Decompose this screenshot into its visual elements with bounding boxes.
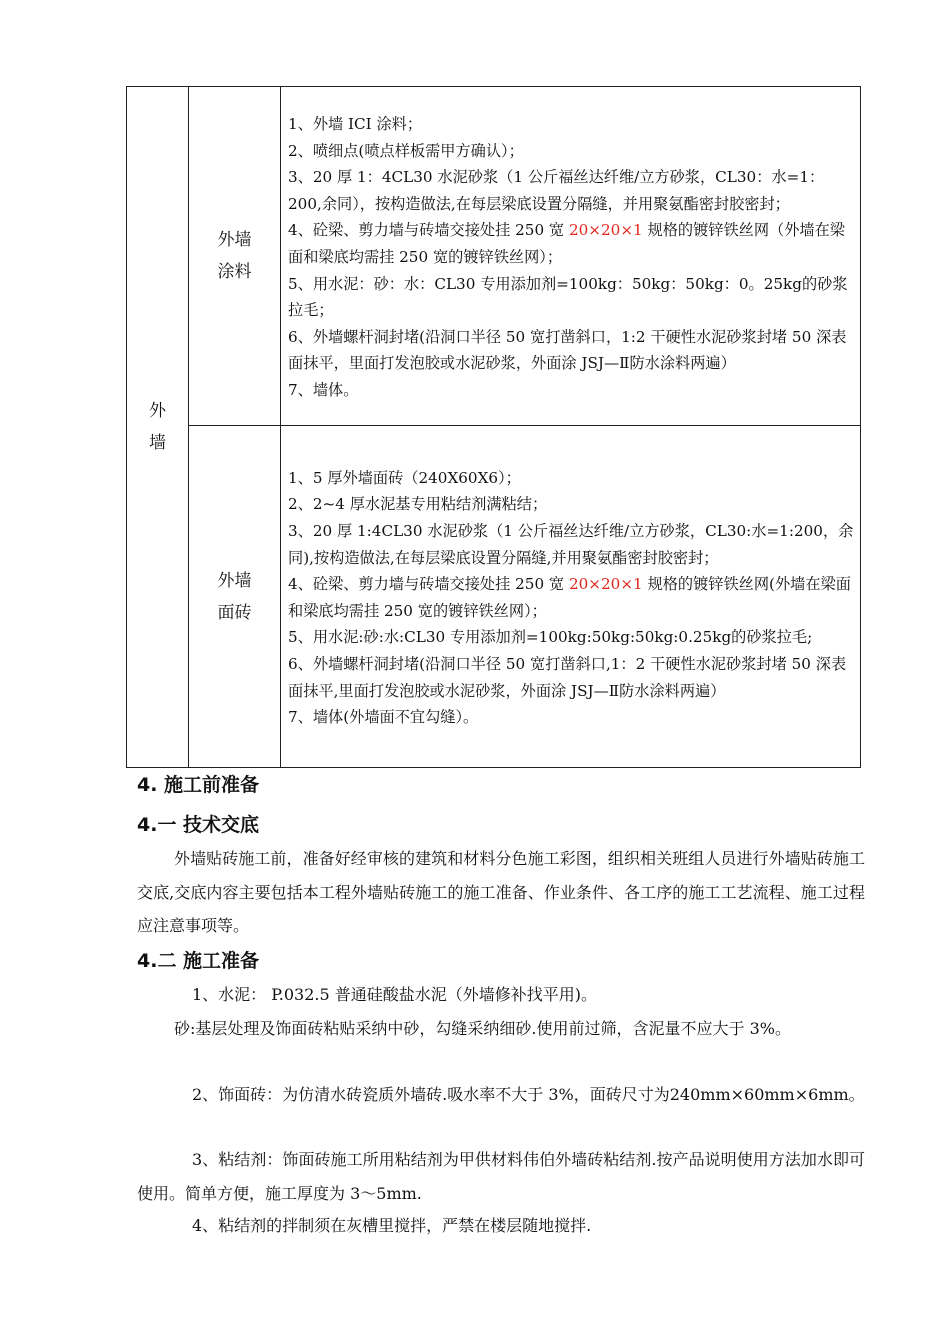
category-cell <box>127 87 189 768</box>
construction-spec-table <box>126 86 861 768</box>
paragraph: 2、饰面砖：为仿清水砖瓷质外墙砖.吸水率不大于 3%，面砖尺寸为240mm×60mm×6mm。 <box>192 1085 865 1104</box>
row-name-coating: 外墙涂料 <box>217 230 252 283</box>
list-item: 1、5 厚外墙面砖（240X60X6）； <box>288 468 521 487</box>
list-item-mesh: 4、砼梁、剪力墙与砖墙交接处挂 250 宽 20×20×1 规格的镀锌铁丝网（外墙在梁面和梁底均需挂 250 宽的镀锌铁丝网）； <box>288 221 845 266</box>
list-item: 2、喷细点(喷点样板需甲方确认）； <box>288 141 524 160</box>
row-name-tile: 外墙面砖 <box>217 570 252 623</box>
row-name-cell <box>189 87 281 426</box>
list-item-mesh: 4、砼梁、剪力墙与砖墙交接处挂 250 宽 20×20×1 规格的镀锌铁丝网(外墙在梁面和梁底均需挂 250 宽的镀锌铁丝网）； <box>288 575 851 620</box>
list-item: 7、墙体(外墙面不宜勾缝）。 <box>288 708 479 727</box>
subsection-heading: 4.一 技术交底 <box>137 814 260 836</box>
paragraph: 砂:基层处理及饰面砖粘贴采纳中砂，勾缝采纳细砂.使用前过筛，含泥量不应大于 3%。 <box>174 1019 791 1038</box>
paragraph: 外墙贴砖施工前，准备好经审核的建筑和材料分色施工彩图，组织相关班组人员进行外墙贴砖施工交底,交底内容主要包括本工程外墙贴砖施工的施工准备、作业条件、各工序的施工工艺流程、施工过程应注意事项等。 <box>137 849 865 935</box>
list-item: 6、外墙螺杆洞封堵(沿洞口半径 50 宽打凿斜口,1：2 干硬性水泥砂浆封堵 50 深表面抹平,里面打发泡胶或水泥砂浆，外面涂 JSJ—Ⅱ防水涂料两遍） <box>288 654 847 700</box>
list-item: 5、用水泥：砂：水：CL30 专用添加剂=100kg：50kg：50kg：0。25kg的砂浆拉毛； <box>288 274 848 320</box>
list-item: 3、20 厚 1：4CL30 水泥砂浆（1 公斤福丝达纤维/立方砂浆，CL30：水=1：200,余同），按构造做法,在每层梁底设置分隔缝，并用聚氨酯密封胶密封； <box>288 168 825 213</box>
mesh-spec-highlight: 20×20×1 <box>568 575 643 594</box>
subsection-heading: 4.二 施工准备 <box>137 950 260 972</box>
list-item: 3、20 厚 1:4CL30 水泥砂浆（1 公斤福丝达纤维/立方砂浆，CL30:水=1:200，余同),按构造做法,在每层梁底设置分隔缝,并用聚氨酯密封胶密封； <box>288 521 854 567</box>
row-content-coating <box>281 87 861 426</box>
section-heading: 4. 施工前准备 <box>137 774 260 796</box>
list-item: 1、外墙 ICI 涂料； <box>288 114 423 133</box>
paragraph: 1、水泥： P.032.5 普通硅酸盐水泥（外墙修补找平用)。 <box>192 985 598 1004</box>
list-item: 6、外墙螺杆洞封堵(沿洞口半径 50 宽打凿斜口，1:2 干硬性水泥砂浆封堵 50 深表面抹平，里面打发泡胶或水泥砂浆，外面涂 JSJ—Ⅱ防水涂料两遍） <box>288 327 847 373</box>
row-name-cell <box>189 426 281 768</box>
mesh-spec-highlight: 20×20×1 <box>568 221 643 240</box>
list-item: 7、墙体。 <box>288 380 359 399</box>
category-label: 外墙 <box>148 401 166 453</box>
list-item: 2、2~4 厚水泥基专用粘结剂满粘结； <box>288 495 548 514</box>
list-item: 5、用水泥:砂:水:CL30 专用添加剂=100kg:50kg:50kg:0.25kg的砂浆拉毛; <box>288 628 813 647</box>
paragraph: 4、粘结剂的拌制须在灰槽里搅拌，严禁在楼层随地搅拌. <box>192 1216 592 1235</box>
paragraph: 3、粘结剂：饰面砖施工所用粘结剂为甲供材料伟伯外墙砖粘结剂.按产品说明使用方法加水即可使用。简单方便，施工厚度为 3～5mm. <box>137 1150 865 1203</box>
row-content-tile <box>281 426 861 768</box>
